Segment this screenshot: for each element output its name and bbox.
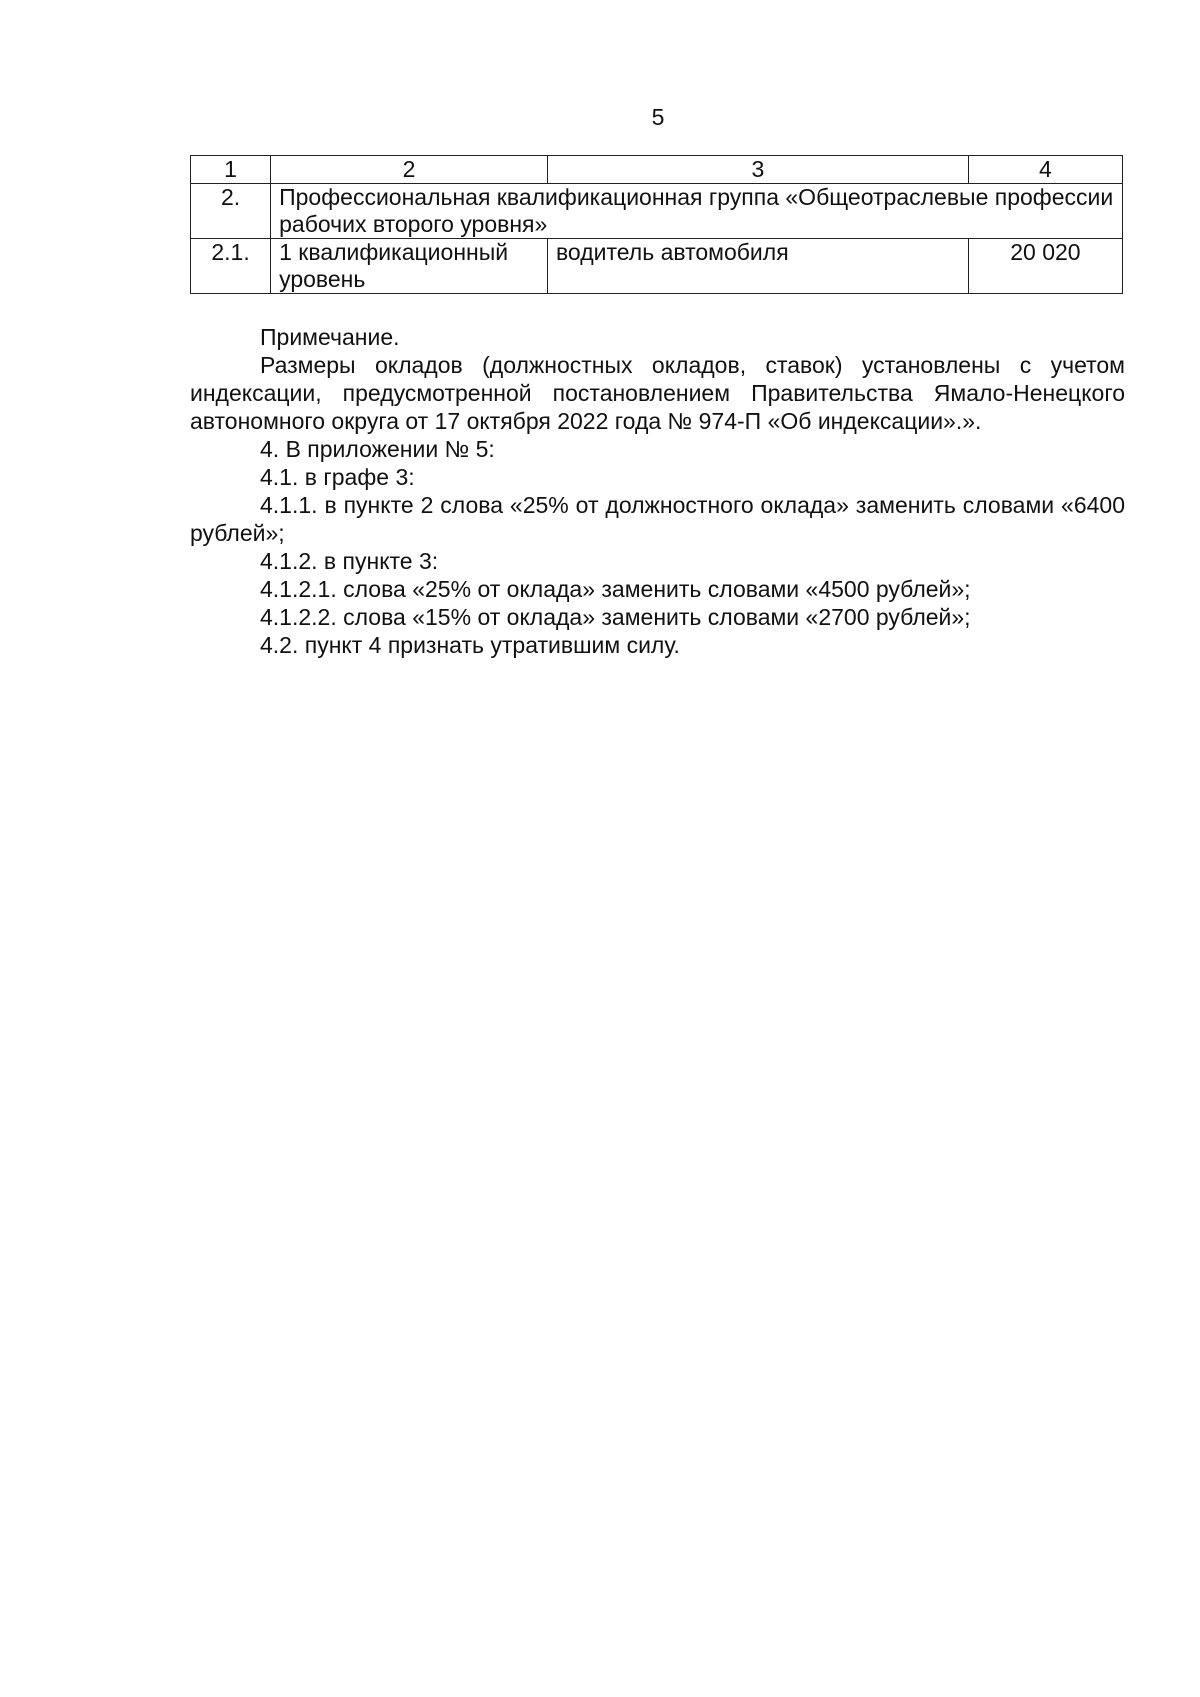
document-body xyxy=(190,323,1125,659)
item-4-1-1: 4.1.1. в пункте 2 слова «25% от должностного оклада» заменить словами «6400 рублей»; xyxy=(190,492,1125,546)
group-number: 2. xyxy=(191,184,271,239)
page-number: 5 xyxy=(651,104,665,130)
item-4-1-2-1: 4.1.2.1. слова «25% от оклада» заменить словами «4500 рублей»; xyxy=(260,576,971,602)
note-body: Размеры окладов (должностных окладов, ставок) установлены с учетом индексации, предусмотренной постановлением Правительства Ямало-Ненецкого автономного округа от 17 октября 2022 года № 974-П «Об индексации».». xyxy=(190,352,1125,434)
table-header-cell: 4 xyxy=(968,156,1122,184)
item-4: 4. В приложении № 5: xyxy=(260,436,495,462)
item-4-1-2-2: 4.1.2.2. слова «15% от оклада» заменить словами «2700 рублей»; xyxy=(260,604,971,630)
table-row xyxy=(191,239,1123,294)
table-header-cell: 2 xyxy=(271,156,548,184)
salary-table xyxy=(190,155,1123,294)
item-4-2: 4.2. пункт 4 признать утратившим силу. xyxy=(260,632,680,658)
row-position: водитель автомобиля xyxy=(547,239,968,294)
row-salary: 20 020 xyxy=(968,239,1122,294)
item-4-1: 4.1. в графе 3: xyxy=(260,464,415,490)
row-qualification-level: 1 квалификационный уровень xyxy=(271,239,548,294)
table-header-row xyxy=(191,156,1123,184)
row-number: 2.1. xyxy=(191,239,271,294)
note-title: Примечание. xyxy=(260,324,400,350)
table-header-cell: 3 xyxy=(547,156,968,184)
table-group-row xyxy=(191,184,1123,239)
item-4-1-2: 4.1.2. в пункте 3: xyxy=(260,548,439,574)
group-title: Профессиональная квалификационная группа «Общеотраслевые профессии рабочих второго уровня» xyxy=(271,184,1123,239)
table-header-cell: 1 xyxy=(191,156,271,184)
